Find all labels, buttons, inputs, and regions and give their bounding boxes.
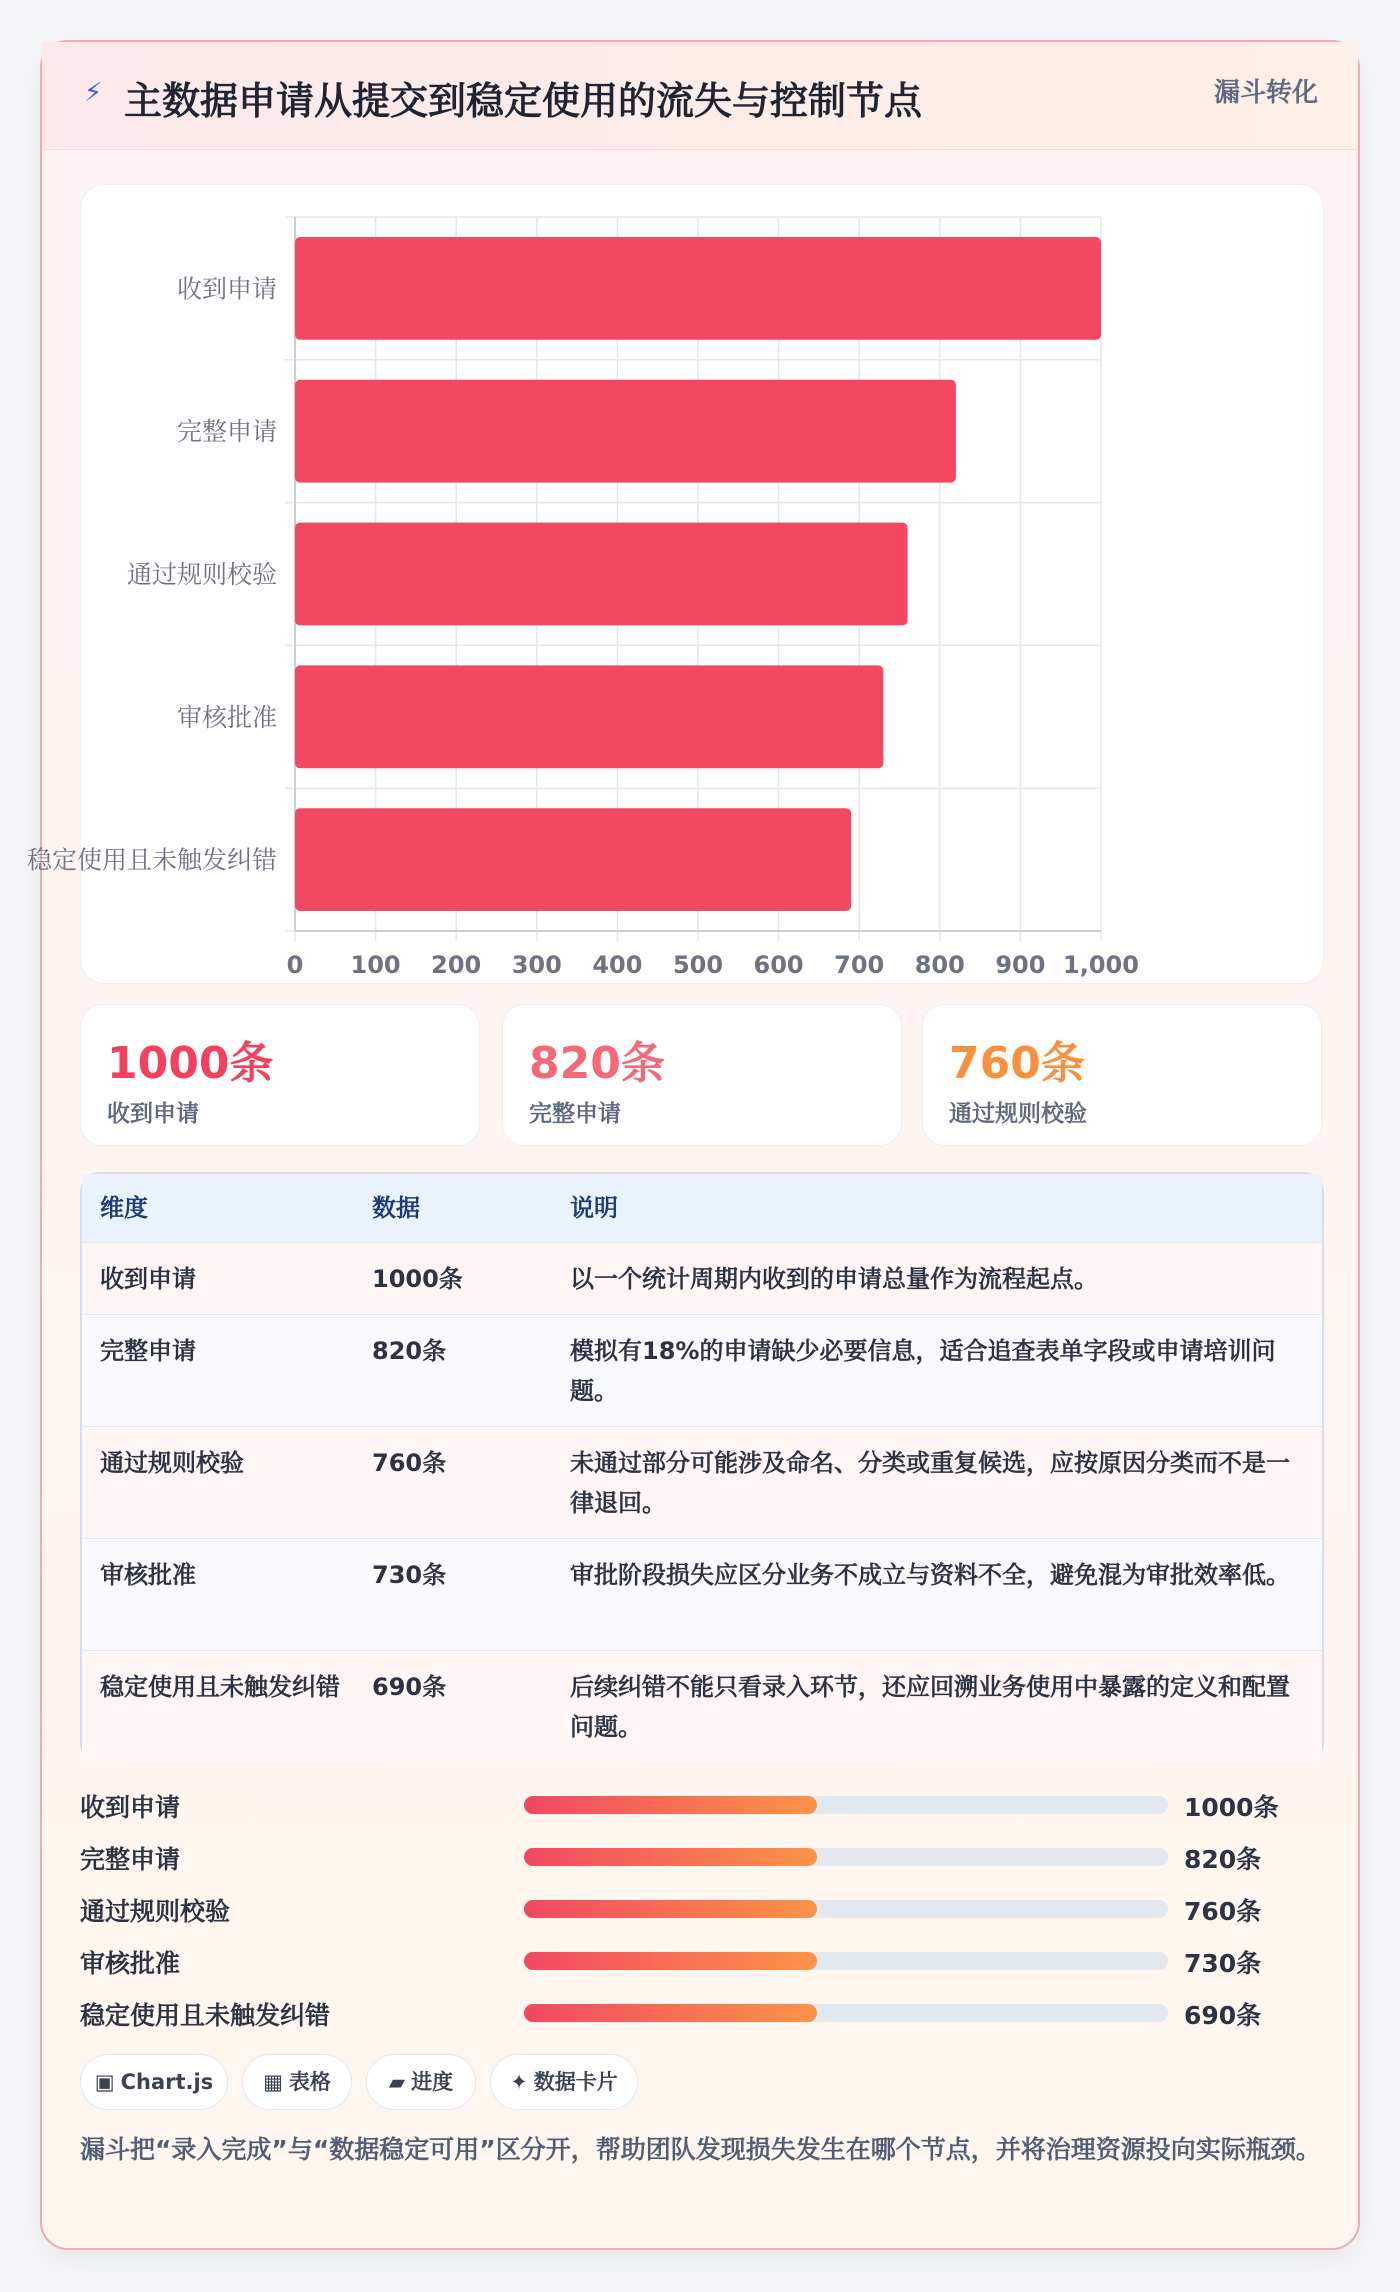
progress-row [80, 1888, 1324, 1928]
table-cell-data: 760条 [372, 1449, 447, 1477]
table-cell-dim: 收到申请 [100, 1265, 196, 1293]
stat-value: 820条 [529, 1038, 665, 1089]
funnel-card [26, 40, 1360, 2250]
x-tick-label: 700 [834, 951, 885, 979]
progress-row [80, 1992, 1324, 2032]
progress-fill [524, 1900, 817, 1918]
chip-label: Chart.js [120, 2070, 214, 2094]
table-header-cell: 维度 [100, 1194, 148, 1222]
table-cell-note: 未通过部分可能涉及命名、分类或重复候选，应按原因分类而不是一律退回。 [570, 1449, 1290, 1517]
bar-chart [26, 184, 1324, 984]
category-tag: 漏斗转化 [1213, 78, 1318, 108]
x-tick-label: 400 [592, 951, 643, 979]
bar [295, 380, 956, 483]
table-cell-dim: 审核批准 [100, 1561, 196, 1589]
table-icon: ▦ [263, 2070, 283, 2094]
table-header-cell: 数据 [372, 1194, 420, 1222]
x-tick-label: 600 [753, 951, 804, 979]
table-cell-dim: 通过规则校验 [100, 1449, 244, 1477]
table-cell-note: 模拟有18%的申请缺少必要信息，适合追查表单字段或申请培训问题。 [570, 1337, 1276, 1405]
stat-value: 760条 [949, 1038, 1085, 1089]
stat-card-complete [502, 1004, 902, 1146]
card-header [42, 42, 1358, 150]
chip-progress[interactable] [366, 2054, 476, 2110]
table-row [82, 1242, 1322, 1314]
chip-label: 进度 [411, 2070, 454, 2094]
bar [295, 808, 851, 911]
stat-card-validated [922, 1004, 1322, 1146]
progress-icon: ▰ [388, 2070, 406, 2094]
bar [295, 665, 883, 768]
x-tick-label: 0 [286, 951, 304, 979]
progress-label: 收到申请 [80, 1793, 181, 1822]
x-tick-label: 500 [672, 951, 724, 979]
table-cell-data: 1000条 [372, 1265, 463, 1293]
table-cell-dim: 稳定使用且未触发纠错 [100, 1673, 340, 1701]
progress-fill [524, 1848, 817, 1866]
chip-label: 表格 [288, 2070, 331, 2094]
progress-fill [524, 1952, 817, 1970]
bar [295, 523, 908, 626]
bar-chart-svg [26, 185, 1325, 985]
data-table [80, 1172, 1324, 1764]
y-tick-label: 收到申请 [176, 274, 277, 304]
table-cell-data: 820条 [372, 1337, 447, 1365]
stat-label: 收到申请 [107, 1101, 199, 1127]
y-tick-label: 通过规则校验 [126, 560, 277, 589]
y-tick-label: 稳定使用且未触发纠错 [26, 845, 277, 875]
chart-icon: ▣ [94, 2070, 115, 2094]
progress-track [524, 1900, 1168, 1918]
progress-label: 通过规则校验 [80, 1897, 231, 1926]
x-tick-label: 300 [511, 951, 562, 979]
table-row [82, 1426, 1322, 1538]
x-tick-label: 800 [914, 951, 965, 979]
progress-row [80, 1784, 1324, 1824]
progress-value: 820条 [1184, 1845, 1262, 1874]
chip-label: 数据卡片 [533, 2070, 618, 2094]
table-row [82, 1314, 1322, 1426]
table-cell-note: 审批阶段损失应区分业务不成立与资料不全，避免混为审批效率低。 [570, 1561, 1290, 1589]
table-cell-data: 730条 [372, 1561, 447, 1589]
x-tick-label: 100 [350, 951, 401, 979]
progress-track [524, 1796, 1168, 1814]
x-tick-label: 200 [431, 951, 482, 979]
progress-label: 审核批准 [80, 1949, 181, 1978]
progress-value: 690条 [1184, 2001, 1262, 2030]
y-tick-label: 审核批准 [176, 702, 277, 732]
progress-label: 完整申请 [80, 1845, 181, 1874]
stat-label: 完整申请 [529, 1101, 621, 1127]
progress-value: 760条 [1184, 1897, 1262, 1926]
progress-fill [524, 1796, 817, 1814]
progress-track [524, 2004, 1168, 2022]
y-tick-label: 完整申请 [176, 417, 277, 447]
table-cell-note: 以一个统计周期内收到的申请总量作为流程起点。 [570, 1265, 1098, 1293]
progress-value: 1000条 [1184, 1793, 1279, 1822]
progress-label: 稳定使用且未触发纠错 [80, 2001, 331, 2030]
table-cell-note: 后续纠错不能只看录入环节，还应回溯业务使用中暴露的定义和配置问题。 [570, 1673, 1290, 1741]
progress-fill [524, 2004, 817, 2022]
progress-track [524, 1848, 1168, 1866]
stat-card-received [80, 1004, 480, 1146]
progress-row [80, 1836, 1324, 1876]
footer-note: 漏斗把“录入完成”与“数据稳定可用”区分开，帮助团队发现损失发生在哪个节点，并将治理资源投向实际瓶颈。 [80, 2135, 1321, 2164]
x-tick-label: 900 [995, 951, 1046, 979]
table-row [82, 1538, 1322, 1650]
table-header-cell: 说明 [570, 1194, 618, 1222]
stat-value: 1000条 [107, 1038, 274, 1089]
chip-table[interactable] [242, 2054, 352, 2110]
chip-data-card[interactable] [490, 2054, 638, 2110]
bar [295, 237, 1101, 340]
progress-value: 730条 [1184, 1949, 1262, 1978]
page-title: 主数据申请从提交到稳定使用的流失与控制节点 [124, 79, 923, 123]
x-tick-label: 1,000 [1063, 951, 1139, 979]
chip-chartjs[interactable] [80, 2054, 228, 2110]
progress-row [80, 1940, 1324, 1980]
table-row [82, 1650, 1322, 1766]
lightning-icon: ⚡ [84, 78, 103, 108]
table-header-row [82, 1174, 1322, 1242]
sparkle-icon: ✦ [510, 2070, 528, 2094]
table-cell-data: 690条 [372, 1673, 447, 1701]
table-cell-dim: 完整申请 [100, 1337, 196, 1365]
stat-label: 通过规则校验 [949, 1101, 1087, 1127]
progress-track [524, 1952, 1168, 1970]
